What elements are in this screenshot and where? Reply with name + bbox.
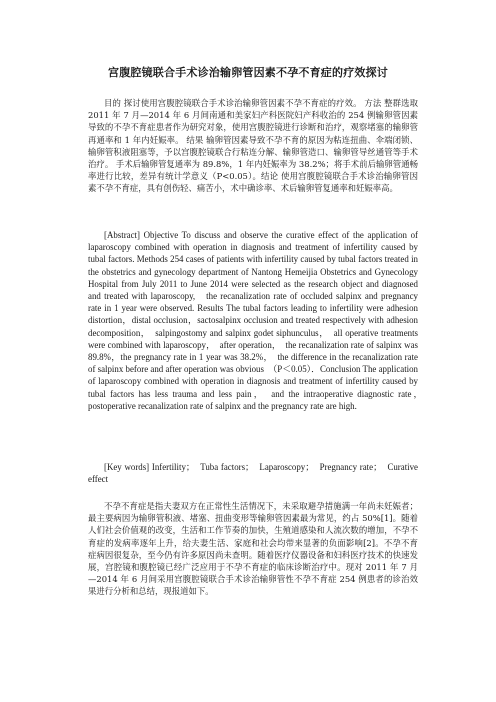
body-paragraph: 不孕不育症是指夫妻双方在正常性生活情况下，未采取避孕措施满一年尚未妊娠者；最主要病因为输卵管积液、堵塞、扭曲变形等输卵管因素最为常见，约占 50%[1]。随着人们社会价值观的改变，生活和工作节奏的加快，生殖道感染和人流次数的增加，不孕不育症的发病率逐年上升，给夫妻生活、家庭和社会均带来显著的负面影响[2]。不孕不育症病因很复杂，至今仍有许多原因尚未查明。随着医疗仪器设备和妇科医疗技术的快速发展，宫腔镜和腹腔镜已经广泛应用于不孕不育症的临床诊断治疗中。现对 2011 年 7 月—2014 年 6 月间采用宫腹腔镜联合手术诊治输卵管性不孕不育症 254 例患者的诊治效果进行分析和总结，现报道如下。 [88, 501, 418, 597]
chinese-abstract: 目的 探讨使用宫腹腔镜联合手术诊治输卵管因素不孕不育症的疗效。 方法 整群选取 2011 年 7 月—2014 年 6 月间南通和美家妇产科医院妇产科收治的 254 例输卵管因素导致的不孕不育症患者作为研究对象，使用宫腹腔镜进行诊断和治疗，观察堵塞的输卵管再通率和 1 年内妊娠率。 结果 输卵管因素导致不孕不育的原因为粘连扭曲、伞端闭锁、输卵管积液阻塞等，予以宫腹腔镜联合行粘连分解、输卵管造口、输卵管导丝通管等手术治疗。 手术后输卵管复通率为 89.8%，1 年内妊娠率为 38.2%；将手术前后输卵管通畅率进行比较，差异有统计学意义（P<0.05）。结论 使用宫腹腔镜联合手术诊治输卵管因素不孕不育症，具有创伤轻、痛苦小，术中确诊率、术后输卵管复通率和妊娠率高。 [88, 98, 418, 194]
keywords: [Key words] Infertility； Tuba factors； Laparoscopy； Pregnancy rate； Curative effect [88, 462, 418, 485]
paper-title: 宫腹腔镜联合手术诊治输卵管因素不孕不育症的疗效探讨 [108, 66, 388, 79]
english-abstract: [Abstract] Objective To discuss and observe the curative effect of the application of laparoscopy combined with operation in diagnosis and treatment of infertility caused by tubal factors. Methods 254 cases of patients with infertility caused by tubal factors treated in the obstetrics and gynecology department of Nantong Hemeijia Obstetrics and Gynecology Hospital from July 2011 to June 2014 were selected as the research object and diagnosed and treated with laparoscopy, the recanalization rate of occluded salpinx and pregnancy rate in 1 year were observed. Results The tubal factors leading to infertility were adhesion distortion，distal occlusion，sactosalpinx occlusion and treated respectively with adhesion decomposition， salpingostomy and salpinx godet siphunculus， all operative treatments were combined with laparoscopy， after operation， the recanalization rate of salpinx was 89.8%，the pregnancy rate in 1 year was 38.2%， the difference in the recanalization rate of salpinx before and after operation was obvious （P＜0.05）．Conclusion The application of laparoscopy combined with operation in diagnosis and treatment of infertility caused by tubal factors has less trauma and less pain， and the intraoperative diagnostic rate， postoperative recanalization rate of salpinx and the pregnancy rate are high. [88, 230, 427, 411]
